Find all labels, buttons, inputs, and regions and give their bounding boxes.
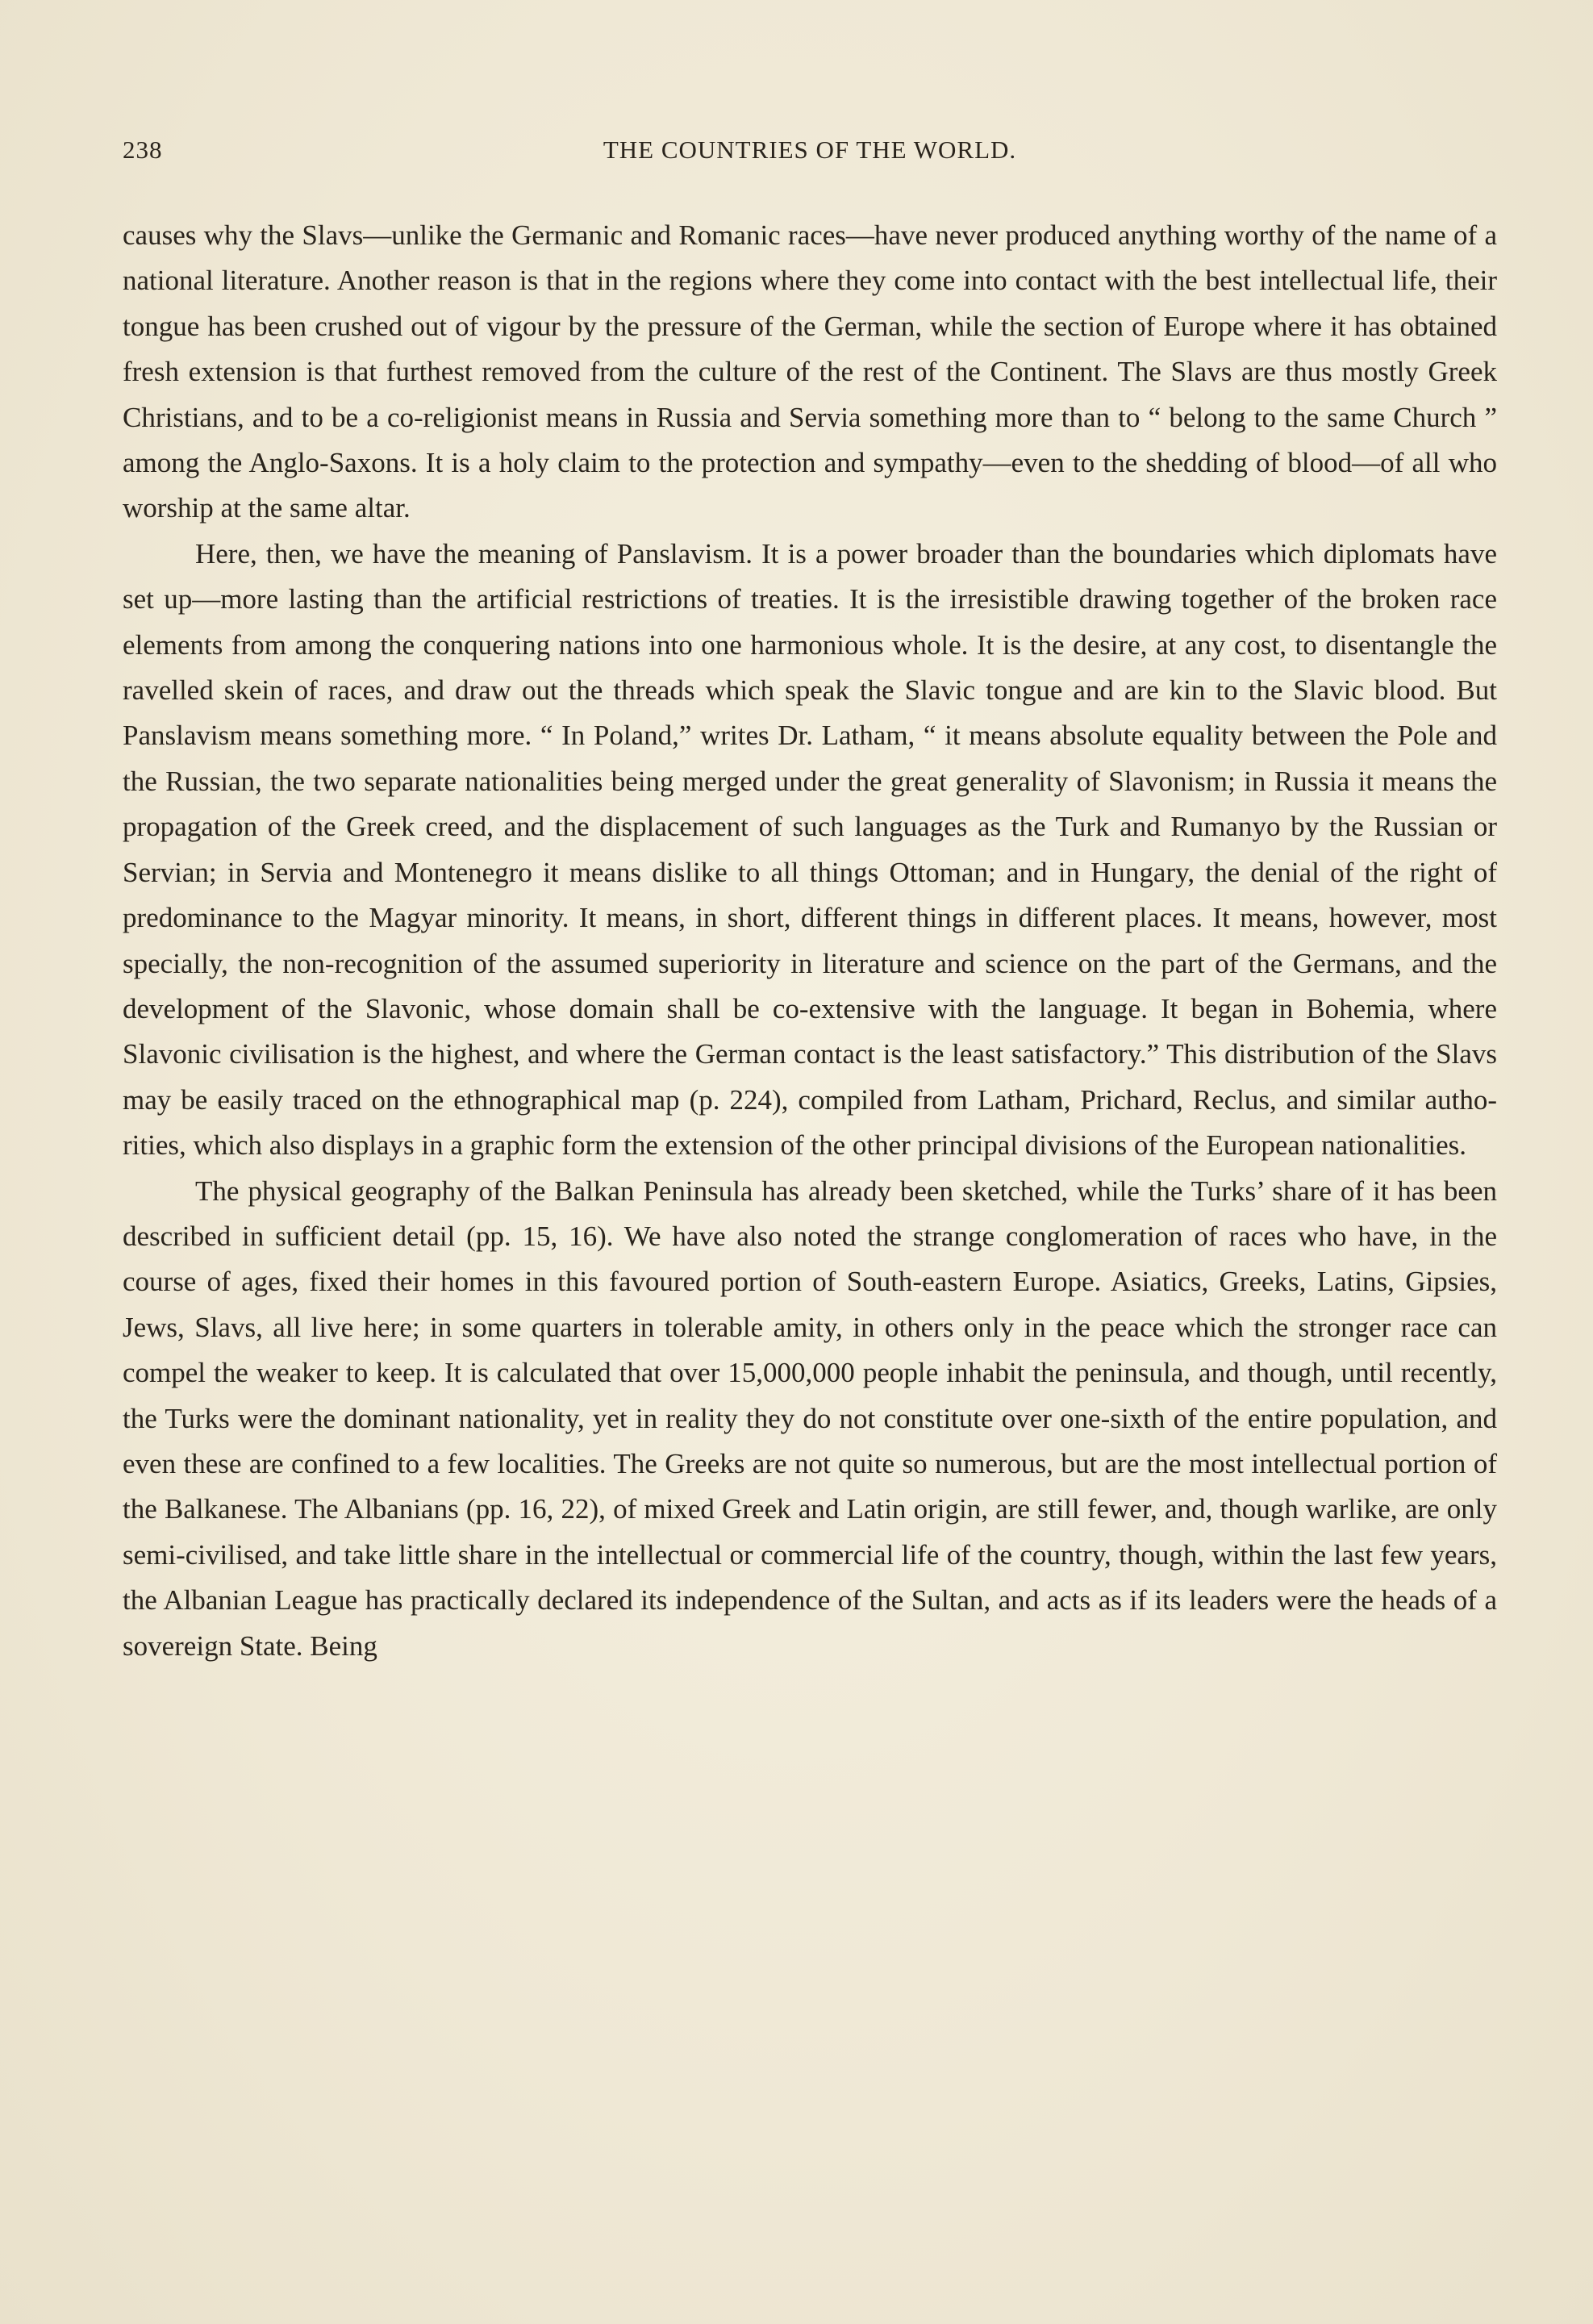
paragraph-balkan-peninsula: The physical geography of the Balkan Peninsula has already been sketched, while the Turks’ share of it has been described in sufficient detail (pp. 15, 16). We have also noted the strange conglomeration of races who have, in the course of ages, fixed their homes in this favoured portion of South-eastern Europe. Asiatics, Greeks, Latins, Gipsies, Jews, Slavs, all live here; in some quarters in tolerable amity, in others only in the peace which the stronger race can compel the weaker to keep. It is calculated that over 15,000,000 people inhabit the peninsula, and though, until recently, the Turks were the dominant nationality, yet in reality they do not constitute over one-sixth of the entire population, and even these are confined to a few localities. The Greeks are not quite so numerous, but are the most intellectual portion of the Balkanese. The Albanians (pp. 16, 22), of mixed Greek and Latin origin, are still fewer, and, though warlike, are only semi-civilised, and take little share in the intellectual or commercial life of the country, though, within the last few years, the Albanian League has practically declared its independence of the Sultan, and acts as if its leaders were the heads of a sovereign State. Being (123, 1175, 1497, 1662)
paragraph-slavs-literature: causes why the Slavs—unlike the Germanic and Romanic races—have never produced anything worthy of the name of a national literature. Another reason is that in the regions where they come into contact with the best intellectual life, their tongue has been crushed out of vigour by the pressure of the German, while the section of Europe where it has obtained fresh extension is that furthest removed from the culture of the rest of the Continent. The Slavs are thus mostly Greek Christians, and to be a co-religionist means in Russia and Servia something more than to “ belong to the same Church ” among the Anglo-Saxons. It is a holy claim to the protection and sympathy—even to the shedding of blood—of all who worship at the same altar. (123, 219, 1497, 524)
running-title: THE COUNTRIES OF THE WORLD. (603, 136, 1017, 164)
body-text (123, 213, 1497, 1669)
page-number: 238 (123, 136, 163, 164)
page-header (123, 136, 1497, 171)
paragraph-panslavism: Here, then, we have the meaning of Panslavism. It is a power broader than the boundaries which diplomats have set up—more lasting than the artificial restrictions of treaties. It is the irresistible drawing together of the broken race elements from among the conquering nations into one harmonious whole. It is the desire, at any cost, to disentangle the ravelled skein of races, and draw out the threads which speak the Slavic tongue and are kin to the Slavic blood. But Panslavism means something more. “ In Poland,” writes Dr. Latham, “ it means absolute equality between the Pole and the Russian, the two separate nationalities being merged under the great generality of Slavonism; in Russia it means the propagation of the Greek creed, and the displacement of such languages as the Turk and Rumanyo by the Russian or Servian; in Servia and Montenegro it means dislike to all things Ottoman; and in Hungary, the denial of the right of predominance to the Magyar minority. It means, in short, different things in different places. It means, however, most specially, the non-recognition of the assumed superiority in literature and science on the part of the Germans, and the development of the Slavonic, whose domain shall be co-extensive with the language. It began in Bohemia, where Slavonic civilisation is the highest, and where the German contact is the least satisfactory.” This distribution of the Slavs may be easily traced on the ethnographical map (p. 224), compiled from Latham, Prichard, Reclus, and similar autho-rities, which also displays in a graphic form the extension of the other principal divisions of the European nationalities. (123, 537, 1497, 1162)
